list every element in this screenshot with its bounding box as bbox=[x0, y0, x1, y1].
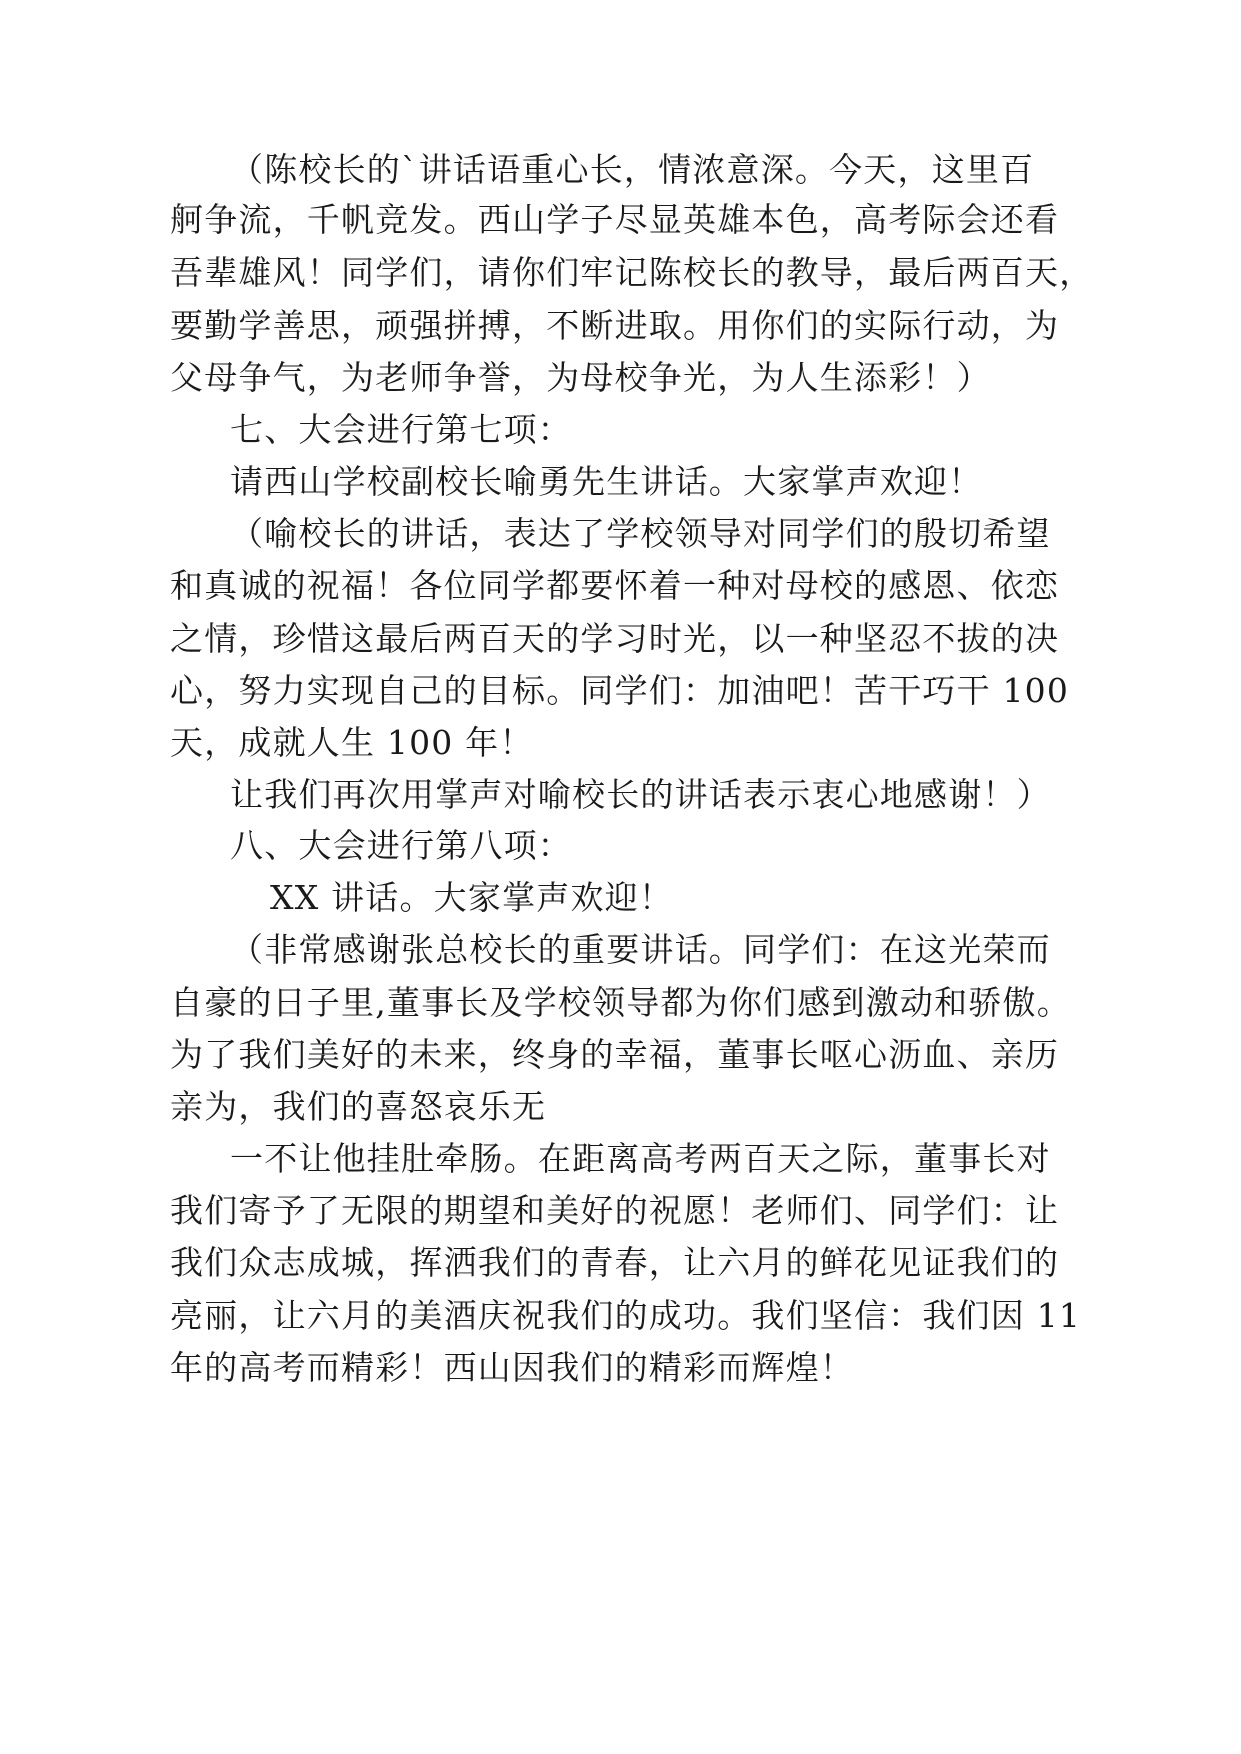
text-line: 请西山学校副校长喻勇先生讲话。大家掌声欢迎！ bbox=[230, 462, 983, 501]
section-heading: 七、大会进行第七项： bbox=[230, 410, 572, 449]
text-line: 舸争流，千帆竞发。西山学子尽显英雄本色，高考际会还看 bbox=[170, 200, 1060, 239]
text-line: 年的高考而精彩！西山因我们的精彩而辉煌！ bbox=[170, 1348, 854, 1387]
text-line: （喻校长的讲话，表达了学校领导对同学们的殷切希望 bbox=[230, 514, 1051, 553]
text-line: 亲为，我们的喜怒哀乐无 bbox=[170, 1087, 547, 1126]
text-line: 心，努力实现自己的目标。同学们：加油吧！苦干巧干 100 bbox=[170, 671, 1070, 710]
section-heading: 八、大会进行第八项： bbox=[230, 826, 572, 865]
text-line: 我们众志成城，挥洒我们的青春，让六月的鲜花见证我们的 bbox=[170, 1243, 1060, 1282]
text-line: 天，成就人生 100 年！ bbox=[170, 723, 534, 762]
text-line: 为了我们美好的未来，终身的幸福，董事长呕心沥血、亲历 bbox=[170, 1035, 1060, 1074]
text-line: 和真诚的祝福！各位同学都要怀着一种对母校的感恩、依恋 bbox=[170, 566, 1060, 605]
text-line: （非常感谢张总校长的重要讲话。同学们：在这光荣而 bbox=[230, 930, 1051, 969]
text-line: 自豪的日子里,董事长及学校领导都为你们感到激动和骄傲。 bbox=[170, 983, 1071, 1022]
text-line: 父母争气，为老师争誉，为母校争光，为人生添彩！） bbox=[170, 358, 991, 397]
text-line: 吾辈雄风！同学们，请你们牢记陈校长的教导，最后两百天， bbox=[170, 253, 1094, 292]
text-line: 亮丽，让六月的美酒庆祝我们的成功。我们坚信：我们因 11 bbox=[170, 1296, 1082, 1335]
text-line: （陈校长的`讲话语重心长，情浓意深。今天，这里百 bbox=[230, 150, 1035, 189]
text-line: 让我们再次用掌声对喻校长的讲话表示衷心地感谢！） bbox=[230, 775, 1051, 814]
text-line: 我们寄予了无限的期望和美好的祝愿！老师们、同学们：让 bbox=[170, 1191, 1060, 1230]
text-line: XX 讲话。大家掌声欢迎！ bbox=[270, 878, 674, 917]
text-line: 一不让他挂肚牵肠。在距离高考两百天之际，董事长对 bbox=[230, 1139, 1051, 1178]
text-line: 要勤学善思，顽强拼搏，不断进取。用你们的实际行动，为 bbox=[170, 306, 1060, 345]
text-line: 之情，珍惜这最后两百天的学习时光，以一种坚忍不拔的决 bbox=[170, 619, 1060, 658]
